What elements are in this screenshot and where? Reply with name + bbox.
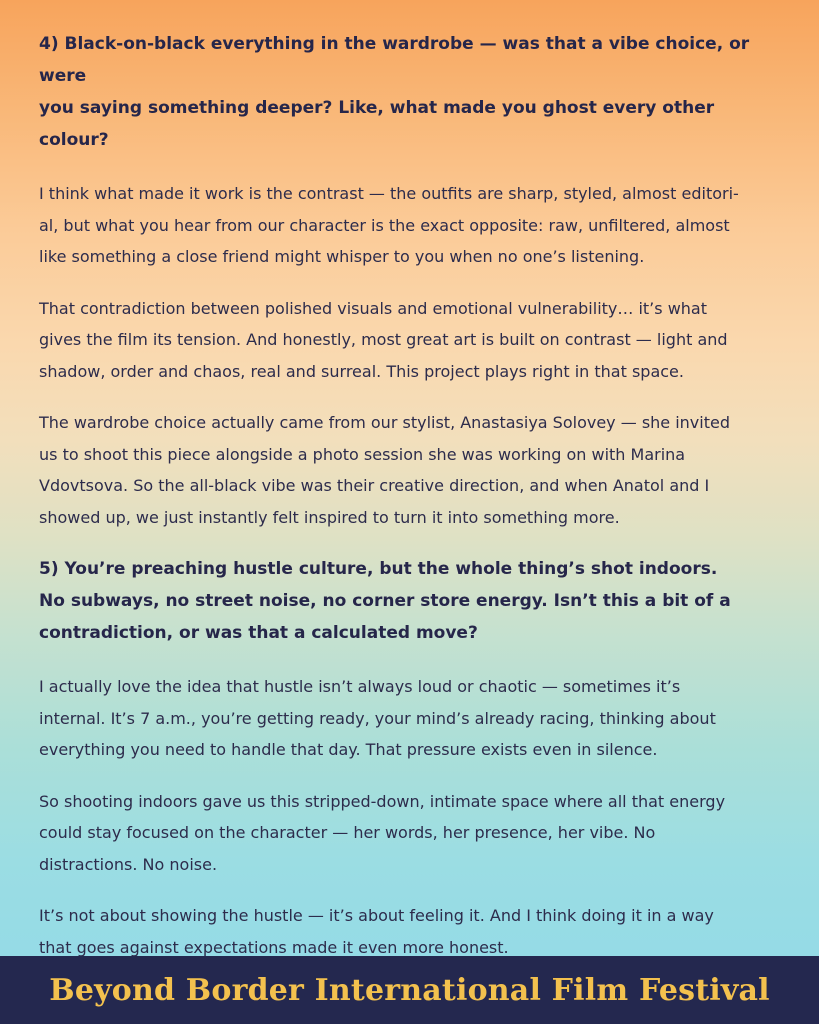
paragraph-line: could stay focused on the character — her words, her presence, her vibe. No <box>39 823 656 842</box>
paragraph-line: The wardrobe choice actually came from our stylist, Anastasiya Solovey — she invited <box>39 413 730 432</box>
question-line: 5) You’re preaching hustle culture, but the whole thing’s shot indoors. <box>39 559 718 579</box>
question-4 <box>39 28 784 156</box>
paragraph-line: us to shoot this piece alongside a photo session she was working on with Marina <box>39 444 686 464</box>
paragraph-line: gives the film its tension. And honestly, most great art is built on contrast — light and <box>39 330 728 349</box>
paragraph-line: distractions. No noise. <box>39 854 218 874</box>
answer-4-paragraph-2 <box>39 293 784 388</box>
paragraph-line: shadow, order and chaos, real and surreal. This project plays right in that space. <box>39 361 684 381</box>
answer-5-paragraph-3 <box>39 900 784 963</box>
paragraph-line: It’s not about showing the hustle — it’s about feeling it. And I think doing it in a way <box>39 906 714 925</box>
question-line: 4) Black-on-black everything in the wardrobe — was that a vibe choice, or were <box>39 34 750 86</box>
paragraph-line: Vdovtsova. So the all-black vibe was their creative direction, and when Anatol and I <box>39 476 710 495</box>
festival-footer-banner <box>0 956 819 1024</box>
paragraph-line: I actually love the idea that hustle isn’t always loud or chaotic — sometimes it’s <box>39 677 681 696</box>
answer-5-paragraph-2 <box>39 786 784 881</box>
paragraph-line: everything you need to handle that day. That pressure exists even in silence. <box>39 740 658 759</box>
paragraph-line: showed up, we just instantly felt inspired to turn it into something more. <box>39 507 620 527</box>
paragraph-line: I think what made it work is the contrast — the outfits are sharp, styled, almost editori- <box>39 184 739 203</box>
answer-5-paragraph-1 <box>39 671 784 766</box>
paragraph-line: al, but what you hear from our character is the exact opposite: raw, unfiltered, almost <box>39 215 730 235</box>
question-5 <box>39 553 784 649</box>
paragraph-line: that goes against expectations made it even more honest. <box>39 937 509 957</box>
paragraph-line: So shooting indoors gave us this stripped-down, intimate space where all that energy <box>39 791 726 811</box>
answer-4-paragraph-3 <box>39 407 784 533</box>
answer-4-paragraph-1 <box>39 178 784 273</box>
question-line: contradiction, or was that a calculated move? <box>39 623 478 643</box>
paragraph-line: like something a close friend might whisper to you when no one’s listening. <box>39 247 645 266</box>
question-line: you saying something deeper? Like, what made you ghost every other colour? <box>39 98 715 150</box>
question-line: No subways, no street noise, no corner store energy. Isn’t this a bit of a <box>39 591 731 611</box>
paragraph-line: internal. It’s 7 a.m., you’re getting ready, your mind’s already racing, thinking about <box>39 708 716 728</box>
interview-content <box>39 28 784 963</box>
paragraph-line: That contradiction between polished visuals and emotional vulnerability… it’s what <box>39 298 707 318</box>
festival-title: Beyond Border International Film Festival <box>49 972 770 1008</box>
